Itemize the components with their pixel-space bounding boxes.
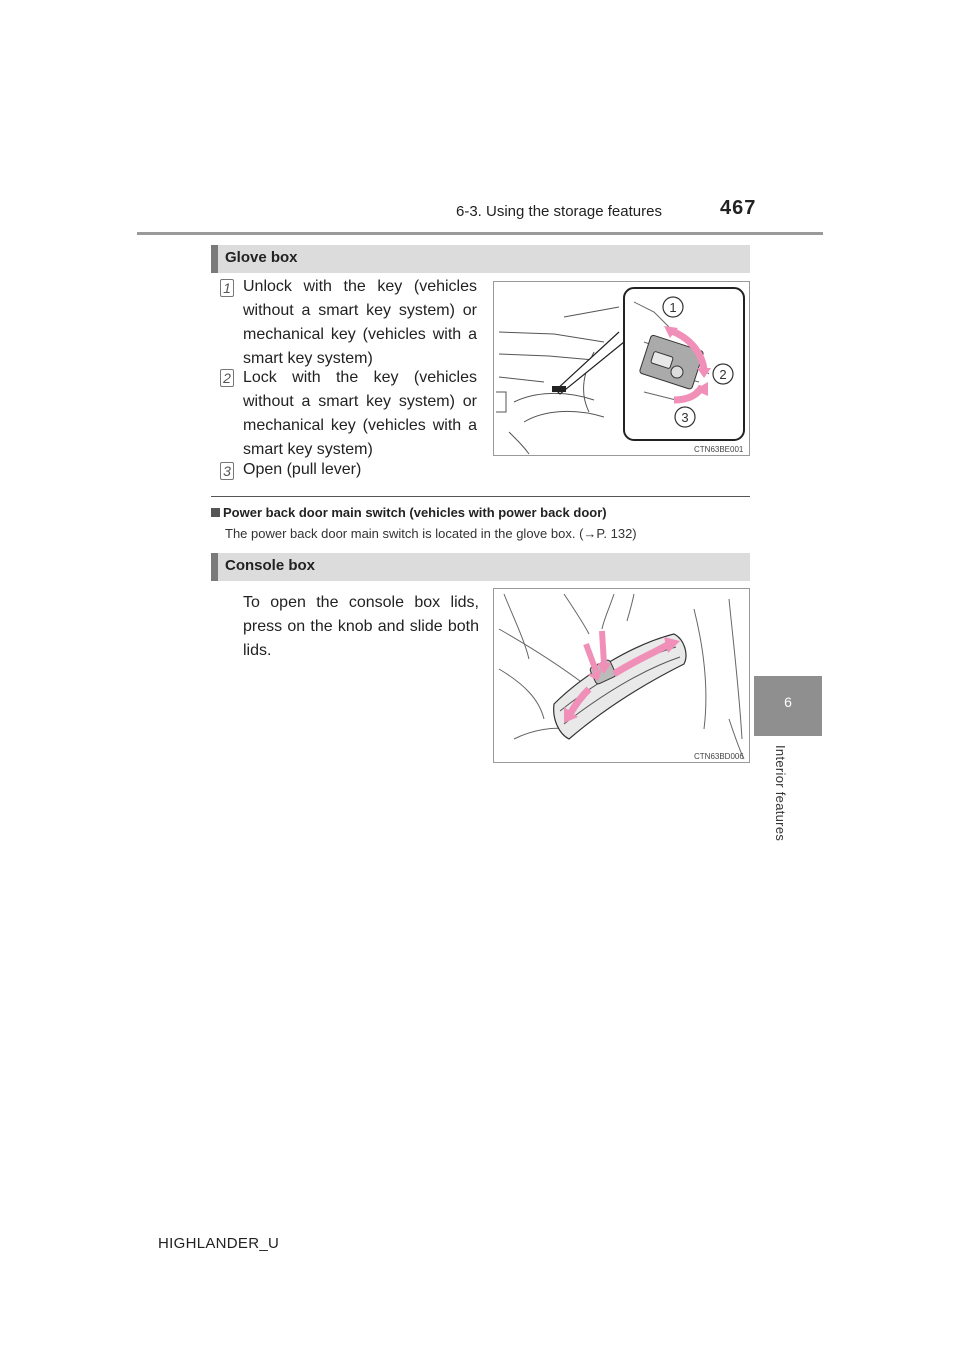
footer-model: HIGHLANDER_U <box>158 1235 280 1252</box>
item-number-1: 1 <box>220 279 234 297</box>
note-heading-text: Power back door main switch (vehicles with power back door) <box>223 505 607 520</box>
running-header-section: 6-3. Using the storage features <box>456 203 662 220</box>
callout-3: 3 <box>681 410 689 425</box>
section-heading-glove-box <box>211 245 750 273</box>
glove-box-drawing <box>494 282 749 455</box>
figure-code: CTN63BD006 <box>694 752 744 761</box>
callout-1: 1 <box>669 300 677 315</box>
console-box-drawing <box>494 589 749 762</box>
chapter-title: Interior features <box>773 745 788 842</box>
item-text-2: Lock with the key (vehicles without a smart key system) or mechanical key (vehicles with a smart key system) <box>243 369 477 458</box>
section-title: Console box <box>225 557 316 574</box>
item-text-1: Unlock with the key (vehicles without a smart key system) or mechanical key (vehicles with a smart key system) <box>243 278 477 367</box>
page-number: 467 <box>720 197 757 219</box>
note-heading <box>211 505 607 520</box>
item-number-3: 3 <box>220 462 234 480</box>
figure-code: CTN63BE001 <box>694 445 744 454</box>
section-title: Glove box <box>225 249 298 266</box>
chapter-number: 6 <box>784 694 792 710</box>
header-rule <box>137 232 823 235</box>
note-bullet-icon <box>211 508 220 517</box>
callout-2: 2 <box>719 367 727 382</box>
console-box-instructions: To open the console box lids, press on the knob and slide both lids. <box>243 594 479 659</box>
item-text-3: Open (pull lever) <box>243 461 362 478</box>
item-number-2: 2 <box>220 369 234 387</box>
note-body: The power back door main switch is located in the glove box. (→P. 132) <box>225 526 637 541</box>
console-box-illustration <box>493 588 750 763</box>
note-divider <box>211 496 750 497</box>
section-heading-console-box <box>211 553 750 581</box>
glove-box-illustration <box>493 281 750 456</box>
